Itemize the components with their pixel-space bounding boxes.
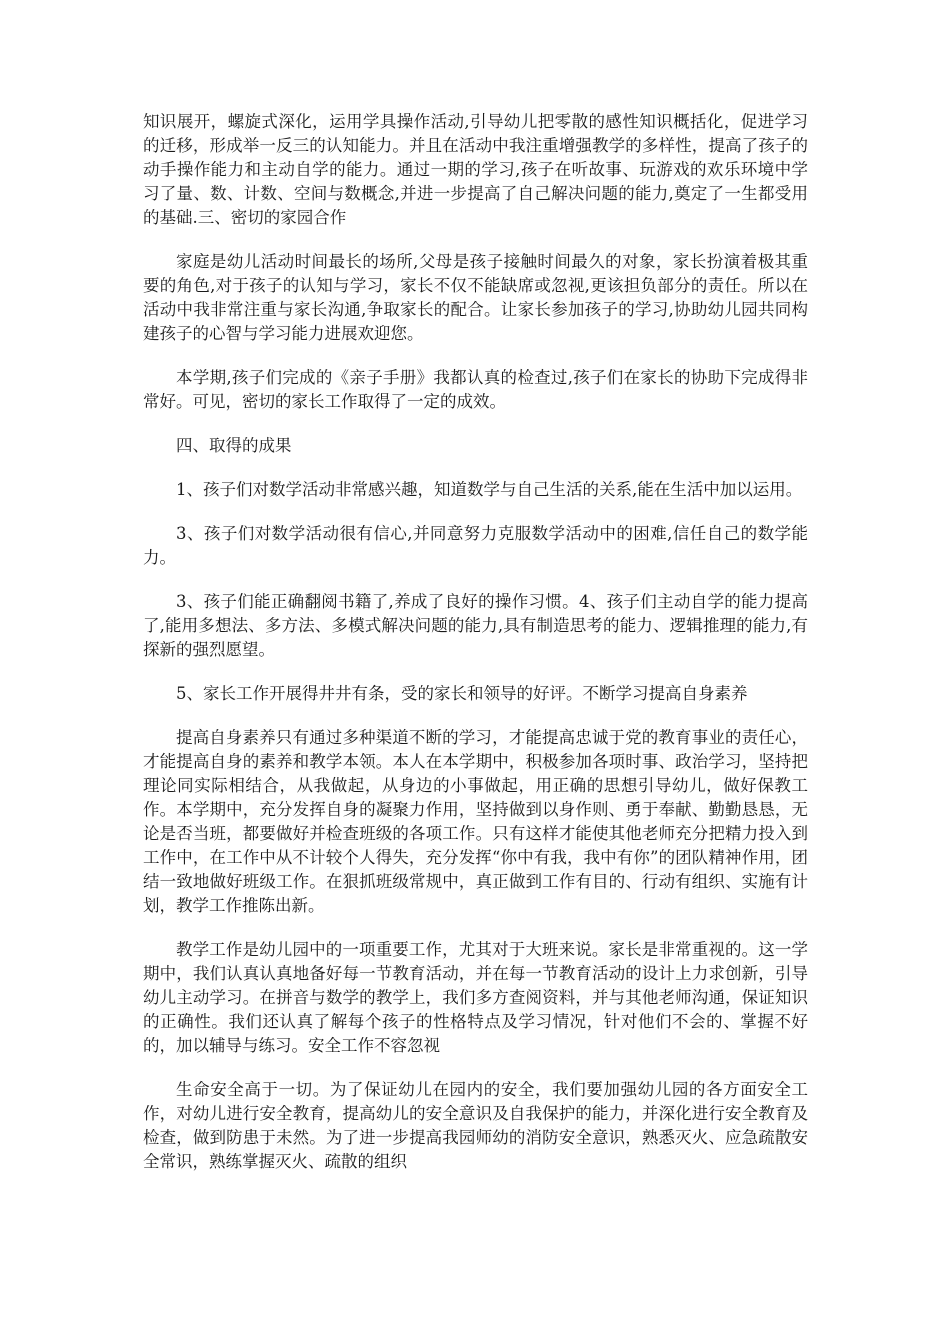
section-heading-results: 四、取得的成果	[176, 436, 292, 455]
paragraph-result-3a: 3、孩子们对数学活动很有信心,并同意努力克服数学活动中的困难,信任自己的数学能力。	[143, 524, 808, 567]
paragraph-result-1: 1、孩子们对数学活动非常感兴趣，知道数学与自己生活的关系,能在生活中加以运用。	[176, 480, 803, 499]
document-page	[143, 110, 808, 1194]
paragraph-parent-handbook: 本学期,孩子们完成的《亲子手册》我都认真的检查过,孩子们在家长的协助下完成得非常好。可见，密切的家长工作取得了一定的成效。	[143, 368, 808, 411]
paragraph-home-school: 家庭是幼儿活动时间最长的场所,父母是孩子接触时间最久的对象，家长扮演着极其重要的角色,对于孩子的认知与学习，家长不仅不能缺席或忽视,更该担负部分的责任。所以在活动中我非常注重与家长沟通,争取家长的配合。让家长参加孩子的学习,协助幼儿园共同构建孩子的心智与学习能力进展欢迎您。	[143, 252, 808, 343]
paragraph-continuation: 知识展开，螺旋式深化，运用学具操作活动,引导幼儿把零散的感性知识概括化，促进学习的迁移，形成举一反三的认知能力。并且在活动中我注重增强教学的多样性，提高了孩子的动手操作能力和主动自学的能力。通过一期的学习,孩子在听故事、玩游戏的欢乐环境中学习了量、数、计数、空间与数概念,并进一步提高了自己解决问题的能力,奠定了一生都受用的基础.三、密切的家园合作	[143, 112, 808, 227]
paragraph-self-improvement: 提高自身素养只有通过多种渠道不断的学习，才能提高忠诚于党的教育事业的责任心，才能提高自身的素养和教学本领。本人在本学期中，积极参加各项时事、政治学习，坚持把理论同实际相结合，从我做起，从身边的小事做起，用正确的思想引导幼儿，做好保教工作。本学期中，充分发挥自身的凝聚力作用，坚持做到以身作则、勇于奉献、勤勤恳恳，无论是否当班，都要做好并检查班级的各项工作。只有这样才能使其他老师充分把精力投入到工作中，在工作中从不计较个人得失，充分发挥“你中有我，我中有你”的团队精神作用，团结一致地做好班级工作。在狠抓班级常规中，真正做到工作有目的、行动有组织、实施有计划，教学工作推陈出新。	[143, 728, 808, 915]
paragraph-result-5: 5、家长工作开展得井井有条，受的家长和领导的好评。不断学习提高自身素养	[176, 684, 748, 703]
paragraph-safety: 生命安全高于一切。为了保证幼儿在园内的安全，我们要加强幼儿园的各方面安全工作，对幼儿进行安全教育，提高幼儿的安全意识及自我保护的能力，并深化进行安全教育及检查，做到防患于未然。为了进一步提高我园师幼的消防安全意识，熟悉灭火、应急疏散安全常识，熟练掌握灭火、疏散的组织	[143, 1080, 808, 1171]
paragraph-result-3b-4: 3、孩子们能正确翻阅书籍了,养成了良好的操作习惯。4、孩子们主动自学的能力提高了,能用多想法、多方法、多模式解决问题的能力,具有制造思考的能力、逻辑推理的能力,有探新的强烈愿望。	[143, 592, 808, 659]
paragraph-teaching-work: 教学工作是幼儿园中的一项重要工作，尤其对于大班来说。家长是非常重视的。这一学期中，我们认真认真地备好每一节教育活动，并在每一节教育活动的设计上力求创新，引导幼儿主动学习。在拼音与数学的教学上，我们多方查阅资料，并与其他老师沟通，保证知识的正确性。我们还认真了解每个孩子的性格特点及学习情况，针对他们不会的、掌握不好的，加以辅导与练习。安全工作不容忽视	[143, 940, 808, 1055]
